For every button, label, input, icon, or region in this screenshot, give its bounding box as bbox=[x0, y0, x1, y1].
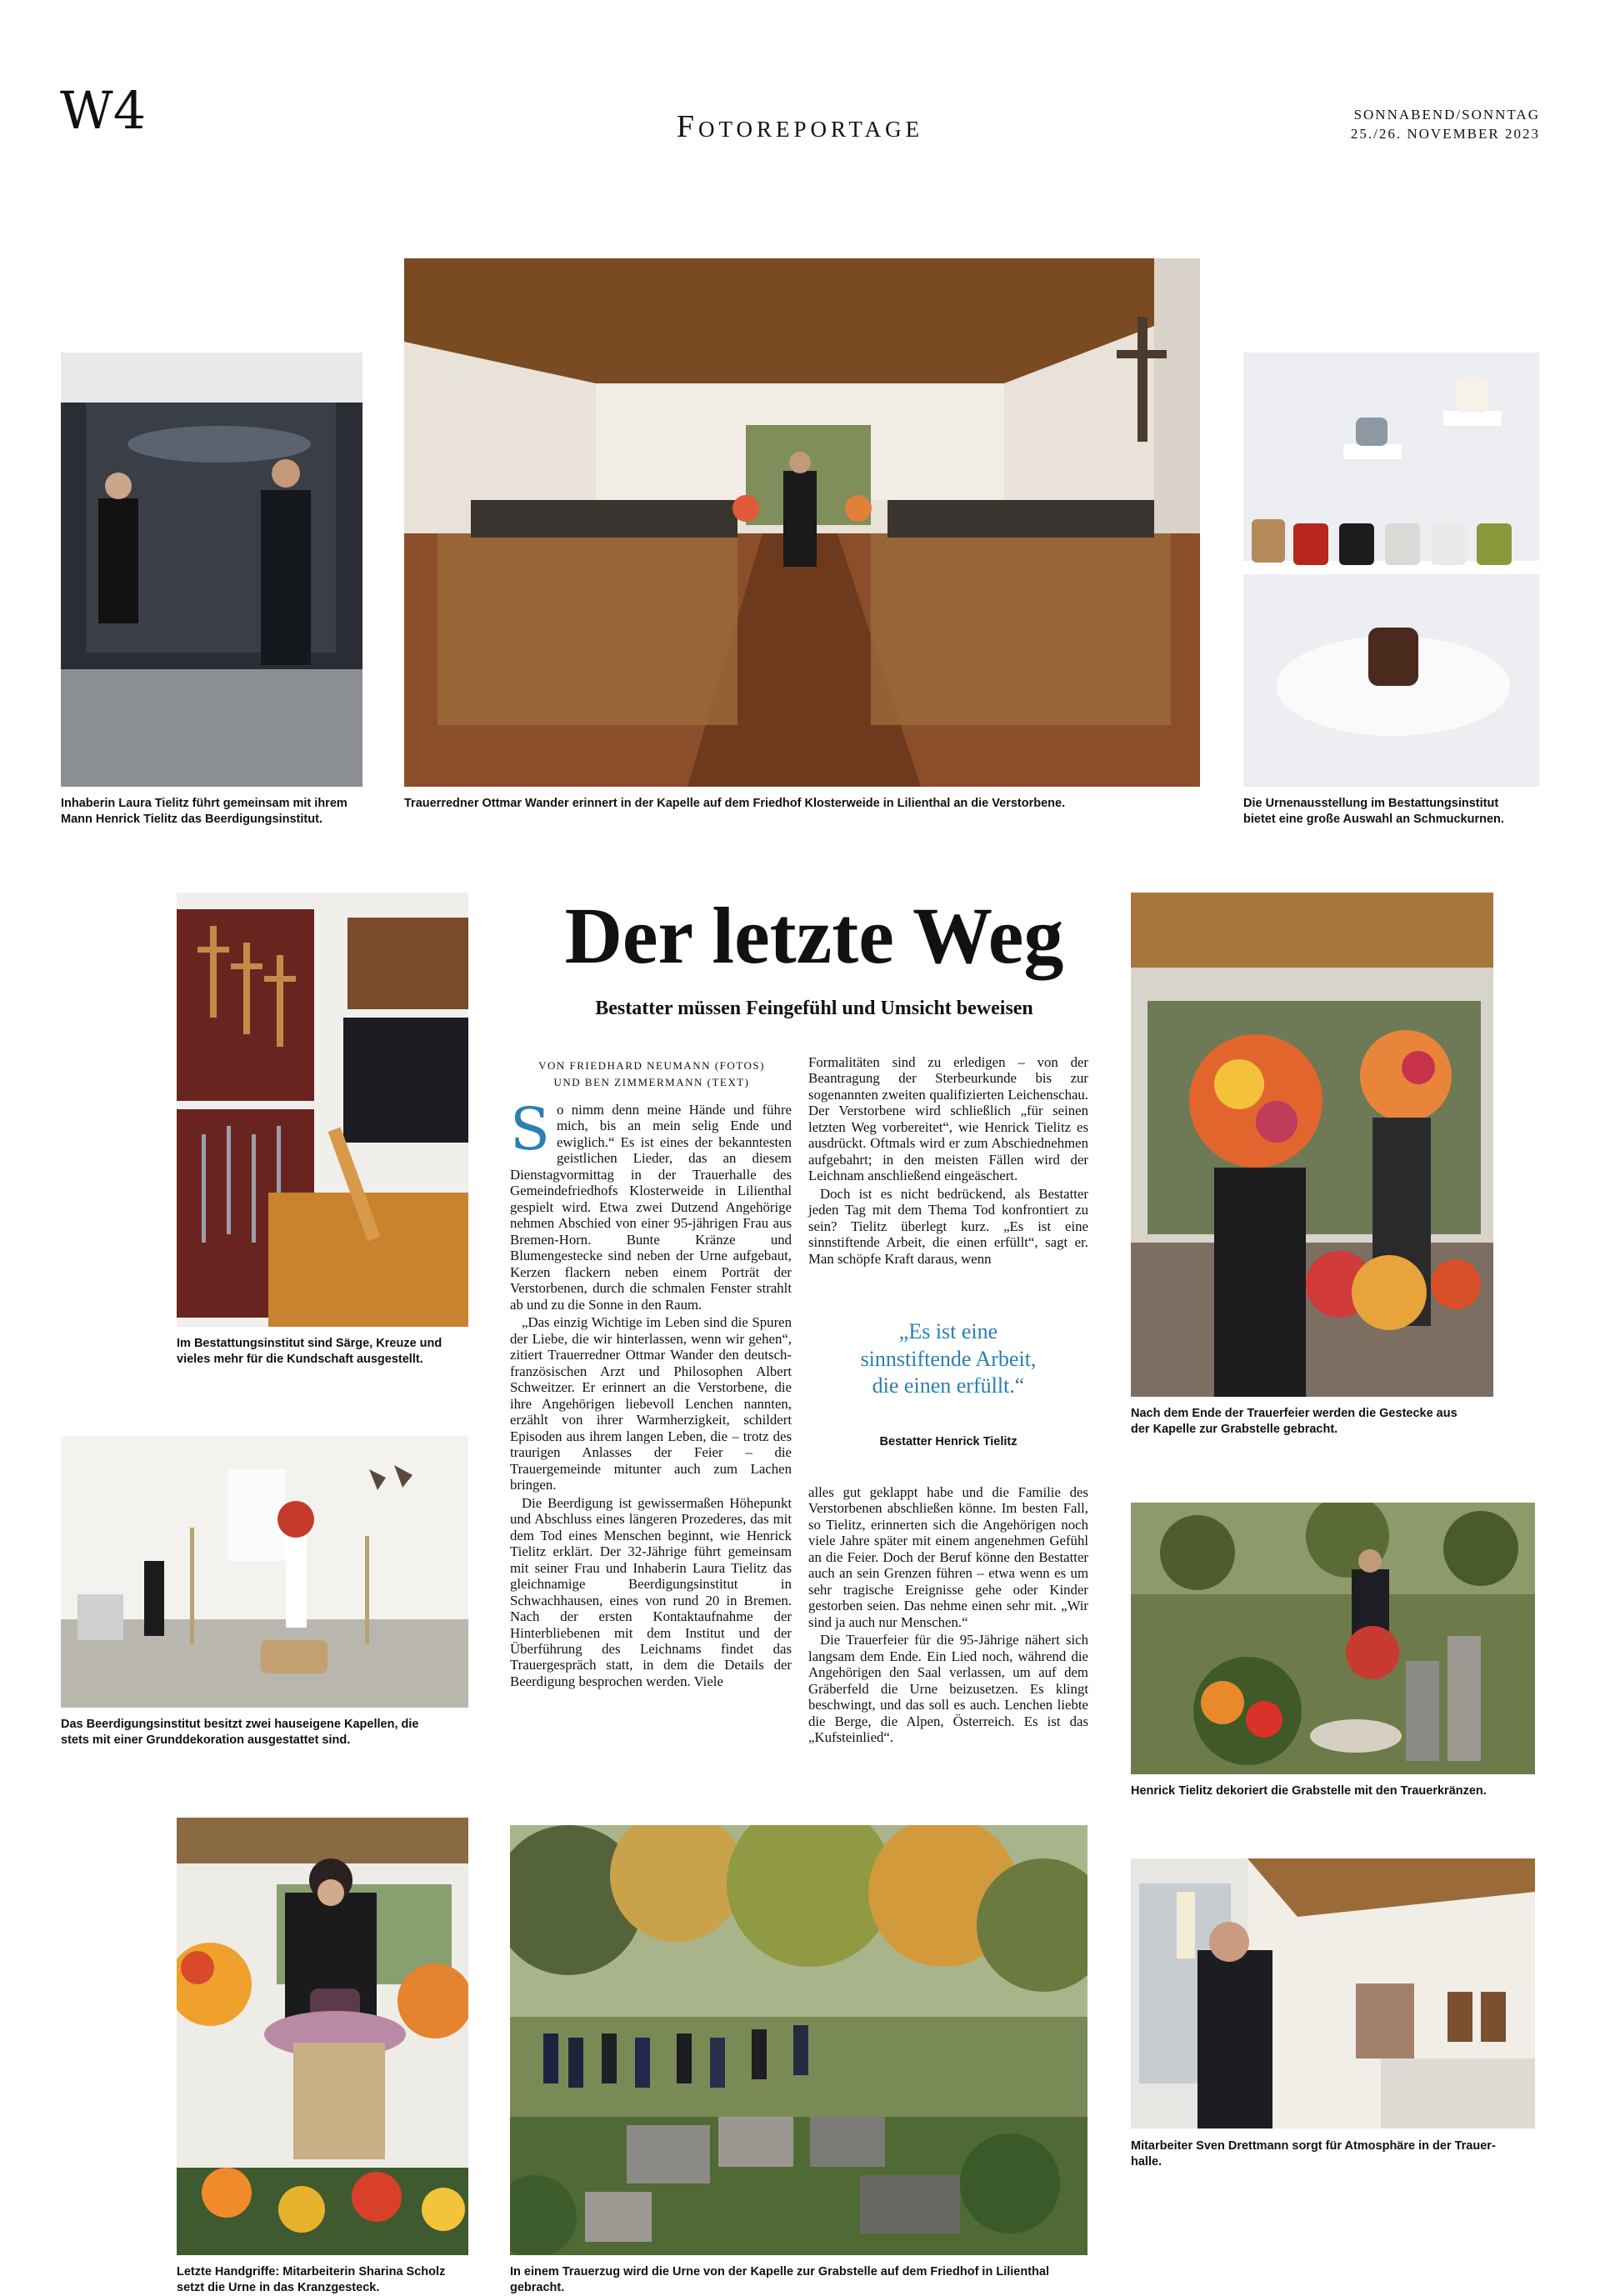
article-column-2-bottom bbox=[808, 1484, 1088, 1748]
caption-owners: Inhaberin Laura Tielitz führt gemeinsam mit ihrem Mann Henrick Tielitz das Beerdigungsinstitut. bbox=[61, 797, 348, 826]
subhead: Bestatter müssen Feingefühl und Umsicht beweisen bbox=[595, 998, 1033, 1019]
caption-coffins: Im Bestattungsinstitut sind Särge, Kreuze und vieles mehr für die Kundschaft ausgestellt. bbox=[177, 1337, 442, 1366]
caption-chapel: Trauerredner Ottmar Wander erinnert in der Kapelle auf dem Friedhof Klosterweide in Lilienthal an die Verstorbene. bbox=[404, 797, 1066, 810]
paragraph: Doch ist es nicht bedrückend, als Bestatter jeden Tag mit dem Thema Tod konfrontiert zu sein? Tielitz überlegt kurz. „Es ist eine sinnstiftende Arbeit, die einen erfüllt“, sagt er. Man schöpfe Kraft daraus, wenn bbox=[808, 1185, 1088, 1267]
paragraph: alles gut geklappt habe und die Familie des Verstorbenen abschließen könne. Im besten Fall, so Tielitz, erinnerten sich die Angehörigen noch viele Jahre später mit einem angenehmen Gefühl an die Feier. Doch der Beruf könne den Bestatter auch an sein Grenzen führen – etwa wenn es um sehr tragische Ereignisse gehe oder Kinder gestorben seien. Das nehme einen sehr mit. „Wir sind ja auch nur Menschen.“ bbox=[808, 1484, 1088, 1630]
paragraph: Die Trauerfeier für die 95-Jährige nähert sich langsam dem Ende. Ein Lied noch, während die Angehörigen den Saal verlassen, um auf dem Gräberfeld die Urne beizusetzen. Es klingt beschwingt, und das soll es auch. Lenchen liebte die Berge, die Alpen, Österreich. Es ist das „Kufsteinlied“. bbox=[808, 1632, 1088, 1746]
photo-grave bbox=[1131, 1503, 1535, 1774]
photo-owners bbox=[61, 353, 362, 787]
photo-procession bbox=[510, 1825, 1088, 2255]
photo-chapel bbox=[404, 258, 1200, 787]
article-column-1: So nimm denn meine Hände und führe mich, bis an mein selig Ende und ewiglich.“ Es ist eines der bekanntesten geistlichen Lieder, das an diesem Dienstagvormittag in der Trauerhalle des Gemeindefriedhofs Klosterweide in Lilienthal gespielt wird. Etwa zwei Dutzend Angehörige nehmen Abschied von einer 95-jährigen Frau aus Bremen-Horn. Bunte Kränze und Blumengestecke sind neben der Urne aufgebaut, Kerzen flackern neben einem Porträt der Verstorbenen, durch die schmalen Fenster strahlt ab und zu die Sonne in den Raum. „Das einzig Wichtige im Leben sind die Spuren der Liebe, die wir hinterlassen, wenn wir gehen“, zitiert Trauerredner Ottmar Wander den deutsch-französischen Arzt und Philosophen Albert Schweitzer. Er erinnert an die Verstorbene, die ihre Angehörigen liebevoll Lenchen nannten, erzählt von ihrer Warmherzigkeit, schildert Episoden aus ihrem langen Leben, die – trotz des traurigen Anlasses der Feier – die Trauergemeinde mitunter auch zum Lachen bringen. Die Beerdigung ist gewissermaßen Höhepunkt und Abschluss eines längeren Prozederes, das mit dem Tod eines Menschen beginnt, wie Henrick Tielitz erklärt. Der 32-Jährige führt gemeinsam mit seiner Frau und Inhaberin Laura Tielitz das gleichnamige Beerdigungsinstitut in Schwachhausen, eines von rund 20 in Bremen. Nach der ersten Kontaktaufnahme der Hinterbliebenen mit dem Institut und der Überführung des Leichnams findet das Trauergespräch statt, in dem die Details der Beerdigung besprochen werden. Viele bbox=[510, 1095, 792, 1689]
headline: Der letzte Weg bbox=[564, 891, 1064, 980]
drop-cap: S bbox=[510, 1095, 550, 1163]
caption-urn-placing: Letzte Handgriffe: Mitarbeiterin Sharina Scholz setzt die Urne in das Kranzgesteck. bbox=[177, 2265, 446, 2294]
date-line-1: SONNABEND/SONNTAG bbox=[1353, 107, 1540, 123]
caption-flowers: Nach dem Ende der Trauerfeier werden die Gestecke aus der Kapelle zur Grabstelle gebracht. bbox=[1131, 1407, 1458, 1436]
byline-1: VON FRIEDHARD NEUMANN (FOTOS) bbox=[538, 1059, 765, 1072]
photo-coffins bbox=[177, 893, 468, 1327]
paragraph: Die Beerdigung ist gewissermaßen Höhepunkt und Abschluss eines längeren Prozederes, das mit dem Tod eines Menschen beginnt, wie Henrick Tielitz erklärt. Der 32-Jährige führt gemeinsam mit seiner Frau und Inhaberin Laura Tielitz das gleichnamige Beerdigungsinstitut in Schwachhausen, eines von rund 20 in Bremen. Nach der ersten Kontaktaufnahme der Hinterbliebenen mit dem Institut und der Überführung des Leichnams findet das Trauergespräch statt, in dem die Details der Beerdigung besprochen werden. Viele bbox=[510, 1494, 792, 1689]
caption-urns: Die Urnenausstellung im Bestattungsinstitut bietet eine große Auswahl an Schmuckurnen. bbox=[1243, 797, 1504, 826]
photo-urns bbox=[1243, 353, 1539, 787]
photo-funeral-chapel bbox=[61, 1436, 468, 1708]
date-line-2: 25./26. NOVEMBER 2023 bbox=[1350, 126, 1540, 142]
photo-flowers bbox=[1131, 893, 1493, 1397]
caption-funeral-chapel: Das Beerdigungsinstitut besitzt zwei hauseigene Kapellen, die stets mit einer Grunddekoration ausgestattet sind. bbox=[61, 1718, 419, 1747]
paragraph: „Das einzig Wichtige im Leben sind die Spuren der Liebe, die wir hinterlassen, wenn wir gehen“, zitiert Trauerredner Ottmar Wander den deutsch-französischen Arzt und Philosophen Albert Schweitzer. Er erinnert an die Verstorbene, die ihre Angehörigen liebevoll Lenchen nannten, erzählt von ihrer Warmherzigkeit, schildert Episoden aus ihrem langen Leben, die – trotz des traurigen Anlasses der Feier – die Trauergemeinde mitunter auch zum Lachen bringen. bbox=[510, 1314, 792, 1493]
section-title: Fotoreportage bbox=[676, 109, 924, 144]
photo-urn-placing bbox=[177, 1818, 468, 2255]
page-label: W4 bbox=[60, 80, 147, 141]
caption-candles: Mitarbeiter Sven Drettmann sorgt für Atmosphäre in der Trauer- halle. bbox=[1131, 2139, 1496, 2168]
byline-2: UND BEN ZIMMERMANN (TEXT) bbox=[553, 1076, 750, 1088]
pull-quote: „Es ist eine sinnstiftende Arbeit, die einen erfüllt.“ bbox=[860, 1319, 1037, 1398]
caption-procession: In einem Trauerzug wird die Urne von der Kapelle zur Grabstelle auf dem Friedhof in Lilienthal gebracht. bbox=[510, 2265, 1049, 2294]
photo-candles bbox=[1131, 1858, 1535, 2128]
article-column-2-top bbox=[808, 1054, 1088, 1268]
quote-attribution: Bestatter Henrick Tielitz bbox=[879, 1435, 1018, 1448]
caption-grave: Henrick Tielitz dekoriert die Grabstelle mit den Trauerkränzen. bbox=[1131, 1784, 1487, 1798]
paragraph: Formalitäten sind zu erledigen – von der Beantragung der Sterbeurkunde bis zur sogenannten zweiten qualifizierten Leichenschau. Der Verstorbene wird schließlich „für seinen letzten Weg vorbereitet“, wie Henrick Tielitz es ausdrückt. Oftmals wird er zum Abschiednehmen aufgebahrt; in den meisten Fällen wird der Leichnam anschließend eingeäschert. bbox=[808, 1054, 1088, 1184]
